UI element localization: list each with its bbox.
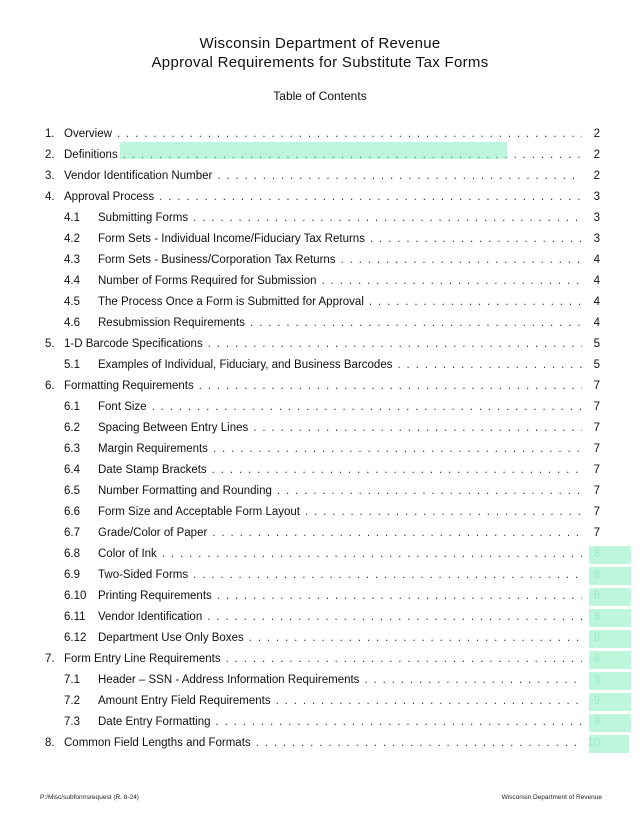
toc-entry-page: 8 bbox=[593, 548, 600, 560]
toc-entry-page: 2 bbox=[593, 170, 600, 182]
toc-entry-number: 4.4 bbox=[64, 275, 80, 287]
toc-entry[interactable] bbox=[0, 524, 640, 544]
toc-heading: Table of Contents bbox=[273, 89, 367, 103]
highlight-mark bbox=[120, 142, 507, 159]
toc-entry-number: 5. bbox=[45, 338, 55, 350]
toc-entry-number: 7. bbox=[45, 653, 55, 665]
dot-leader bbox=[253, 422, 582, 434]
dot-leader bbox=[277, 485, 582, 497]
dot-leader bbox=[193, 569, 582, 581]
toc-entry-title: Spacing Between Entry Lines bbox=[98, 422, 253, 434]
toc-entry-number: 6.7 bbox=[64, 527, 80, 539]
toc-entry[interactable] bbox=[0, 356, 640, 376]
toc-entry-title: Number of Forms Required for Submission bbox=[98, 275, 322, 287]
toc-entry[interactable] bbox=[0, 440, 640, 460]
highlight-mark bbox=[589, 588, 631, 606]
toc-entry-title: Vendor Identification bbox=[98, 611, 207, 623]
highlight-mark bbox=[589, 693, 631, 711]
toc-entry-number: 8. bbox=[45, 737, 55, 749]
toc-entry-number: 6.10 bbox=[64, 590, 87, 602]
toc-entry-page: 10 bbox=[587, 737, 600, 749]
toc-entry[interactable] bbox=[0, 188, 640, 208]
toc-entry-number: 4.1 bbox=[64, 212, 80, 224]
dot-leader bbox=[162, 548, 582, 560]
toc-entry-page: 7 bbox=[593, 506, 600, 518]
toc-entry-number: 6.9 bbox=[64, 569, 80, 581]
toc-entry-number: 6.1 bbox=[64, 401, 80, 413]
dot-leader bbox=[217, 590, 582, 602]
dot-leader bbox=[226, 653, 582, 665]
dot-leader bbox=[369, 296, 582, 308]
dot-leader bbox=[212, 464, 582, 476]
toc-entry[interactable] bbox=[0, 419, 640, 439]
toc-entry-number: 6.11 bbox=[64, 611, 86, 623]
dot-leader bbox=[208, 338, 582, 350]
toc-entry-page: 3 bbox=[593, 212, 600, 224]
toc-entry-page: 9 bbox=[593, 695, 600, 707]
toc-entry-title: Department Use Only Boxes bbox=[98, 632, 249, 644]
toc-entry-number: 7.1 bbox=[64, 674, 80, 686]
toc-entry-number: 6. bbox=[45, 380, 55, 392]
toc-entry-title: Two-Sided Forms bbox=[98, 569, 193, 581]
toc-entry-title: Amount Entry Field Requirements bbox=[98, 695, 276, 707]
dot-leader bbox=[276, 695, 582, 707]
toc-entry-page: 7 bbox=[593, 380, 600, 392]
toc-entry-page: 7 bbox=[593, 464, 600, 476]
dot-leader bbox=[250, 317, 582, 329]
toc-entry[interactable] bbox=[0, 461, 640, 481]
toc-entry-page: 4 bbox=[593, 317, 600, 329]
toc-entry-number: 4.6 bbox=[64, 317, 80, 329]
toc-entry-page: 5 bbox=[593, 359, 600, 371]
toc-entry[interactable] bbox=[0, 692, 640, 712]
toc-entry[interactable] bbox=[0, 251, 640, 271]
toc-entry-title: Resubmission Requirements bbox=[98, 317, 250, 329]
toc-entry[interactable] bbox=[0, 398, 640, 418]
dot-leader bbox=[249, 632, 582, 644]
toc-entry-page: 8 bbox=[593, 632, 600, 644]
toc-entry-page: 7 bbox=[593, 401, 600, 413]
toc-entry-title: Font Size bbox=[98, 401, 152, 413]
toc-entry-title: 1-D Barcode Specifications bbox=[64, 338, 208, 350]
dot-leader bbox=[213, 443, 582, 455]
toc-entry-title: Margin Requirements bbox=[98, 443, 213, 455]
toc-entry-page: 8 bbox=[593, 653, 600, 665]
dot-leader bbox=[193, 212, 582, 224]
highlight-mark bbox=[589, 546, 631, 564]
toc-entry[interactable] bbox=[0, 545, 640, 565]
toc-entry[interactable] bbox=[0, 482, 640, 502]
toc-entry-number: 6.3 bbox=[64, 443, 80, 455]
dot-leader bbox=[256, 737, 582, 749]
toc-entry-title: Grade/Color of Paper bbox=[98, 527, 212, 539]
footer-department: Wisconsin Department of Revenue bbox=[501, 794, 602, 801]
toc-entry-number: 7.3 bbox=[64, 716, 80, 728]
toc-entry-title: Approval Process bbox=[64, 191, 159, 203]
dot-leader bbox=[341, 254, 582, 266]
toc-entry-page: 7 bbox=[593, 443, 600, 455]
highlight-mark bbox=[589, 714, 631, 732]
toc-entry[interactable] bbox=[0, 713, 640, 733]
toc-entry-title: Form Entry Line Requirements bbox=[64, 653, 226, 665]
toc-entry-number: 2. bbox=[45, 149, 55, 161]
toc-entry[interactable] bbox=[0, 650, 640, 670]
toc-entry-page: 8 bbox=[593, 674, 600, 686]
toc-entry-title: Number Formatting and Rounding bbox=[98, 485, 277, 497]
dot-leader bbox=[322, 275, 582, 287]
toc-entry[interactable] bbox=[0, 314, 640, 334]
toc-entry-number: 6.8 bbox=[64, 548, 80, 560]
dot-leader bbox=[159, 191, 582, 203]
toc-entry-title: Form Sets - Individual Income/Fiduciary Tax Returns bbox=[98, 233, 370, 245]
dot-leader bbox=[217, 170, 582, 182]
toc-entry[interactable] bbox=[0, 230, 640, 250]
toc-entry-number: 3. bbox=[45, 170, 55, 182]
toc-entry-number: 6.5 bbox=[64, 485, 80, 497]
toc-entry[interactable] bbox=[0, 167, 640, 187]
dot-leader bbox=[117, 128, 582, 140]
toc-entry-title: Form Sets - Business/Corporation Tax Returns bbox=[98, 254, 341, 266]
dot-leader bbox=[397, 359, 582, 371]
document-title-line1: Wisconsin Department of Revenue bbox=[199, 35, 441, 52]
highlight-mark bbox=[589, 609, 631, 627]
toc-entry-page: 2 bbox=[593, 128, 600, 140]
toc-entry-number: 4.3 bbox=[64, 254, 80, 266]
toc-entry[interactable] bbox=[0, 209, 640, 229]
toc-entry[interactable] bbox=[0, 671, 640, 691]
toc-entry-title: Submitting Forms bbox=[98, 212, 193, 224]
highlight-mark bbox=[589, 630, 631, 648]
toc-entry-number: 6.2 bbox=[64, 422, 80, 434]
toc-entry[interactable] bbox=[0, 566, 640, 586]
toc-entry[interactable] bbox=[0, 503, 640, 523]
toc-entry-title: Color of Ink bbox=[98, 548, 162, 560]
toc-entry-number: 6.12 bbox=[64, 632, 87, 644]
toc-entry-page: 8 bbox=[593, 611, 600, 623]
toc-entry-title: Overview bbox=[64, 128, 117, 140]
dot-leader bbox=[370, 233, 582, 245]
highlight-mark bbox=[589, 672, 631, 690]
toc-entry-page: 5 bbox=[593, 338, 600, 350]
dot-leader bbox=[364, 674, 582, 686]
document-title-line2: Approval Requirements for Substitute Tax Forms bbox=[151, 54, 489, 71]
toc-entry-page: 8 bbox=[593, 590, 600, 602]
dot-leader bbox=[207, 611, 582, 623]
toc-entry-page: 7 bbox=[593, 422, 600, 434]
toc-entry-number: 5.1 bbox=[64, 359, 80, 371]
dot-leader bbox=[215, 716, 582, 728]
toc-entry-title: Common Field Lengths and Formats bbox=[64, 737, 256, 749]
toc-entry-number: 6.6 bbox=[64, 506, 80, 518]
toc-entry-page: 4 bbox=[593, 275, 600, 287]
toc-entry-number: 4.2 bbox=[64, 233, 80, 245]
highlight-mark bbox=[589, 651, 631, 669]
toc-entry-page: 3 bbox=[593, 233, 600, 245]
toc-entry-title: Form Size and Acceptable Form Layout bbox=[98, 506, 305, 518]
dot-leader bbox=[212, 527, 582, 539]
toc-entry-page: 2 bbox=[593, 149, 600, 161]
toc-entry[interactable] bbox=[0, 734, 640, 754]
toc-entry-title: Date Entry Formatting bbox=[98, 716, 215, 728]
toc-entry-title: Formatting Requirements bbox=[64, 380, 199, 392]
toc-entry-page: 7 bbox=[593, 527, 600, 539]
toc-entry-title: Printing Requirements bbox=[98, 590, 217, 602]
toc-entry-number: 7.2 bbox=[64, 695, 80, 707]
toc-entry[interactable] bbox=[0, 587, 640, 607]
toc-entry-page: 3 bbox=[593, 191, 600, 203]
toc-entry-number: 1. bbox=[45, 128, 55, 140]
toc-entry[interactable] bbox=[0, 272, 640, 292]
toc-entry-number: 4.5 bbox=[64, 296, 80, 308]
toc-entry[interactable] bbox=[0, 377, 640, 397]
toc-entry-number: 4. bbox=[45, 191, 55, 203]
toc-entry-number: 6.4 bbox=[64, 464, 80, 476]
toc-entry-title: The Process Once a Form is Submitted for Approval bbox=[98, 296, 369, 308]
toc-entry-page: 4 bbox=[593, 254, 600, 266]
toc-entry[interactable] bbox=[0, 629, 640, 649]
toc-entry-title: Vendor Identification Number bbox=[64, 170, 217, 182]
highlight-mark bbox=[589, 567, 631, 585]
toc-entry[interactable] bbox=[0, 293, 640, 313]
toc-entry[interactable] bbox=[0, 335, 640, 355]
toc-entry[interactable] bbox=[0, 608, 640, 628]
toc-entry-title: Examples of Individual, Fiduciary, and Business Barcodes bbox=[98, 359, 397, 371]
footer-file-path: P:/Misc/subformsrequest (R. 8-24) bbox=[40, 794, 139, 801]
toc-entry-page: 7 bbox=[593, 485, 600, 497]
dot-leader bbox=[305, 506, 582, 518]
toc-entry-title: Definitions bbox=[64, 149, 123, 161]
toc-entry-page: 8 bbox=[593, 569, 600, 581]
toc-entry-title: Header – SSN - Address Information Requirements bbox=[98, 674, 364, 686]
dot-leader bbox=[152, 401, 582, 413]
toc-entry-page: 4 bbox=[593, 296, 600, 308]
highlight-mark bbox=[589, 735, 629, 753]
toc-entry-title: Date Stamp Brackets bbox=[98, 464, 212, 476]
toc-entry-page: 9 bbox=[593, 716, 600, 728]
dot-leader bbox=[199, 380, 582, 392]
